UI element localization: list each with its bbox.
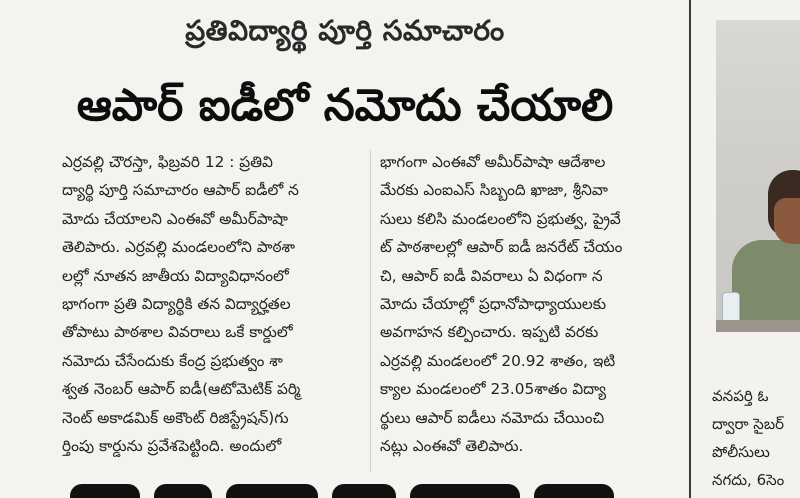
right-column-line: ఎర్రవల్లి మండలంలో 20.92 శాతం, ఇటి — [380, 351, 616, 370]
side-article-text — [712, 382, 800, 498]
person-face — [774, 198, 800, 244]
side-article-line: పోలీసులు — [712, 443, 770, 461]
right-column-line: క్యాల మండలంలో 23.05శాతం విద్యా — [380, 380, 607, 399]
right-column-line: మేరకు ఎంఐఎస్ సిబ్బంది ఖాజా, శ్రీనివా — [380, 181, 608, 200]
right-column-line: ర్థులు ఆపార్ ఐడీలు నమోదు చేయించి — [380, 408, 605, 427]
right-column-line: చి, ఆపార్ ఐడీ వివరాలు ఏ విధంగా న — [380, 266, 603, 285]
left-column-line: తోపాటు పాఠశాల వివరాలు ఒకే కార్డులో — [62, 323, 293, 342]
article-headline: ఆపార్ ఐడీలో నమోదు చేయాలి — [76, 80, 614, 131]
right-column-line: సులు కలిసి మండలంలోని ప్రభుత్వ, ప్రైవే — [380, 209, 621, 228]
right-column-line: అవగాహన కల్పించారు. ఇప్పటి వరకు — [380, 323, 599, 342]
next-headline-fragment — [70, 484, 650, 498]
side-article-line: ద్వారా సైబర్ — [712, 415, 784, 433]
left-column-line: శ్వత నెంబర్ ఆపార్ ఐడీ(ఆటోమెటిక్ పర్మి — [62, 380, 301, 399]
left-column-line: భాగంగా ప్రతి విద్యార్థికి తన విద్యార్హతల — [62, 294, 291, 313]
right-column-line: మోదు చేయాల్లో ప్రధానోపాధ్యాయులకు — [380, 294, 607, 313]
column-divider — [370, 150, 371, 472]
left-column-line: తెలిపారు. ఎర్రవల్లి మండలంలోని పాఠశా — [62, 238, 296, 257]
left-column-line: మోదు చేయాలని ఎంఈవో అమీర్‌పాషా — [62, 209, 288, 228]
side-article-line: వనపర్తి ఓ — [712, 387, 769, 405]
news-photo — [716, 20, 800, 332]
page-divider — [689, 0, 691, 498]
article-left-column — [62, 148, 370, 473]
left-column-line: ర్తింపు కార్డును ప్రవేశపెట్టింది. అందులో — [62, 436, 282, 455]
article-kicker: ప్రతివిద్యార్థి పూర్తి సమాచారం — [185, 14, 505, 47]
person-shirt — [732, 240, 800, 332]
left-column-line: ఎర్రవల్లి చౌరస్తా, ఫిబ్రవరి 12 : ప్రతివి — [62, 153, 273, 171]
right-column-line: ట్ పాఠశాలల్లో ఆపార్ ఐడీ జనరేట్ చేయం — [380, 238, 623, 257]
right-column-line: నట్లు ఎంఈవో తెలిపారు. — [380, 436, 524, 455]
left-column-line: లల్లో నూతన జాతీయ విద్యావిధానంలో — [62, 266, 289, 285]
side-article-line: నగదు, 6సెం — [712, 471, 785, 489]
left-column-line: ద్యార్థి పూర్తి సమాచారం ఆపార్ ఐడీలో న — [62, 181, 299, 200]
left-column-line: నెంట్ అకాడమిక్ అకౌంట్ రిజిస్ట్రేషన్)గు — [62, 408, 289, 427]
desk-edge — [716, 320, 800, 332]
right-column-line: భాగంగా ఎంఈవో అమీర్‌పాషా ఆదేశాల — [380, 153, 606, 171]
article-right-column — [380, 148, 666, 473]
left-column-line: నమోదు చేసేందుకు కేంద్ర ప్రభుత్వం శా — [62, 351, 283, 370]
